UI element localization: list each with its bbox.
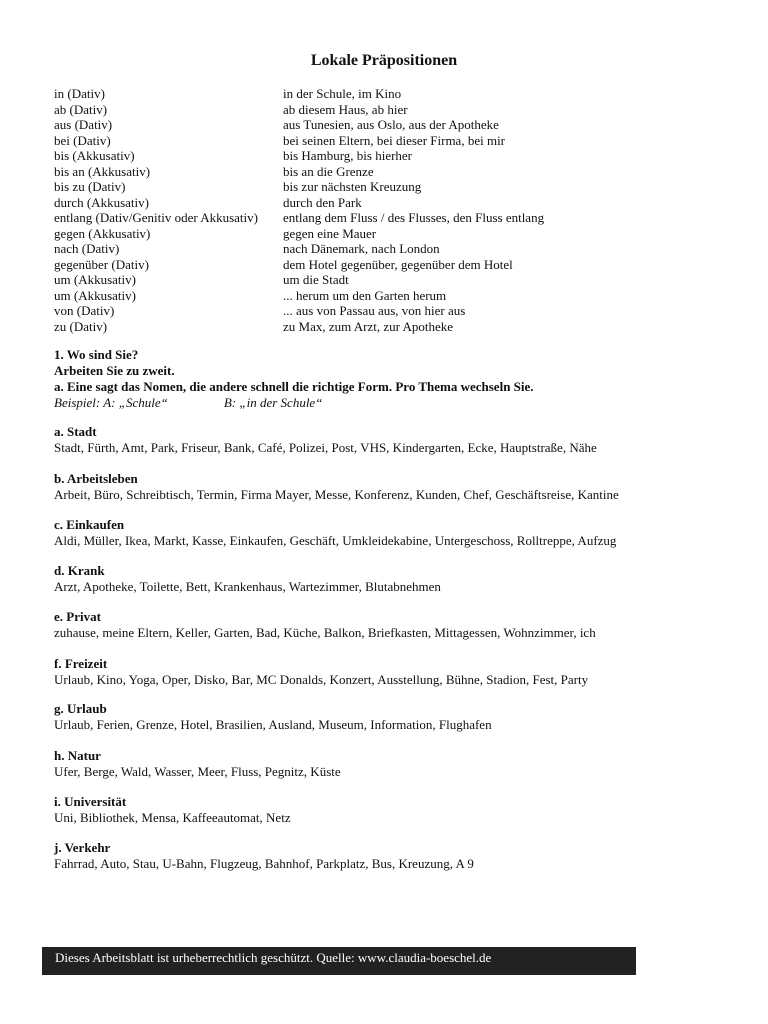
preposition-example: bis zur nächsten Kreuzung bbox=[283, 179, 422, 194]
preposition-label: durch (Akkusativ) bbox=[54, 194, 149, 210]
exercise-instructions bbox=[54, 347, 734, 411]
topic-title: g. Urlaub bbox=[54, 701, 107, 716]
preposition-example: aus Tunesien, aus Oslo, aus der Apotheke bbox=[283, 117, 499, 132]
preposition-example: dem Hotel gegenüber, gegenüber dem Hotel bbox=[283, 256, 513, 272]
example-a: Beispiel: A: „Schule“ bbox=[54, 395, 168, 410]
exercise-instruction: Arbeiten Sie zu zweit. bbox=[54, 363, 175, 378]
page-title: Lokale Präpositionen bbox=[310, 52, 458, 69]
exercise-instruction: a. Eine sagt das Nomen, die andere schnell die richtige Form. Pro Thema wechseln Sie. bbox=[54, 379, 534, 394]
topic-title: d. Krank bbox=[54, 563, 105, 578]
topic-title: h. Natur bbox=[54, 748, 101, 763]
topic-title: a. Stadt bbox=[54, 424, 97, 439]
preposition-row bbox=[54, 164, 614, 180]
preposition-row bbox=[54, 303, 614, 319]
preposition-label: ab (Dativ) bbox=[54, 101, 108, 117]
preposition-label: bei (Dativ) bbox=[54, 132, 111, 148]
preposition-row bbox=[54, 117, 614, 133]
topic-section bbox=[54, 794, 291, 826]
preposition-row bbox=[54, 179, 614, 195]
preposition-row bbox=[54, 148, 614, 164]
topic-words: Urlaub, Ferien, Grenze, Hotel, Brasilien, Ausland, Museum, Information, Flughafen bbox=[54, 717, 492, 732]
preposition-row bbox=[54, 319, 614, 335]
topic-section bbox=[54, 701, 492, 733]
preposition-example: ... aus von Passau aus, von hier aus bbox=[283, 303, 466, 318]
preposition-example: um die Stadt bbox=[283, 272, 349, 287]
preposition-example: gegen eine Mauer bbox=[283, 225, 377, 241]
topic-title: j. Verkehr bbox=[54, 840, 111, 855]
preposition-example: durch den Park bbox=[283, 194, 362, 210]
preposition-example: ... herum um den Garten herum bbox=[283, 287, 447, 303]
preposition-label: nach (Dativ) bbox=[54, 241, 120, 256]
topic-words: zuhause, meine Eltern, Keller, Garten, Bad, Küche, Balkon, Briefkasten, Mittagessen, Wohnzimmer, ich bbox=[54, 625, 596, 640]
preposition-example: entlang dem Fluss / des Flusses, den Fluss entlang bbox=[283, 210, 545, 225]
preposition-list bbox=[54, 86, 614, 334]
topic-title: e. Privat bbox=[54, 609, 101, 624]
preposition-row bbox=[54, 272, 614, 288]
topic-title: i. Universität bbox=[54, 794, 127, 809]
preposition-example: nach Dänemark, nach London bbox=[283, 241, 440, 256]
topic-words: Fahrrad, Auto, Stau, U-Bahn, Flugzeug, Bahnhof, Parkplatz, Bus, Kreuzung, A 9 bbox=[54, 856, 474, 871]
example-b: B: „in der Schule“ bbox=[223, 395, 323, 410]
preposition-row bbox=[54, 226, 614, 242]
topic-words: Stadt, Fürth, Amt, Park, Friseur, Bank, Café, Polizei, Post, VHS, Kindergarten, Ecke, Hauptstraße, Nähe bbox=[54, 440, 597, 455]
preposition-label: bis (Akkusativ) bbox=[54, 148, 135, 163]
preposition-row bbox=[54, 241, 614, 257]
topic-title: c. Einkaufen bbox=[54, 517, 125, 532]
topic-words: Urlaub, Kino, Yoga, Oper, Disko, Bar, MC Donalds, Konzert, Ausstellung, Bühne, Stadion, Fest, Party bbox=[54, 672, 589, 687]
topic-words: Arbeit, Büro, Schreibtisch, Termin, Firma Mayer, Messe, Konferenz, Kunden, Chef, Geschäftsreise, Kantine bbox=[54, 487, 619, 502]
topic-words: Uni, Bibliothek, Mensa, Kaffeeautomat, Netz bbox=[54, 810, 291, 825]
preposition-row bbox=[54, 195, 614, 211]
topic-section bbox=[54, 609, 596, 641]
preposition-label: entlang (Dativ/Genitiv oder Akkusativ) bbox=[54, 210, 258, 225]
preposition-example: in der Schule, im Kino bbox=[283, 86, 402, 101]
preposition-example: bis an die Grenze bbox=[283, 163, 374, 179]
preposition-label: bis an (Akkusativ) bbox=[54, 163, 151, 179]
preposition-label: zu (Dativ) bbox=[54, 318, 108, 334]
preposition-label: um (Akkusativ) bbox=[54, 272, 136, 287]
preposition-row bbox=[54, 288, 614, 304]
copyright-footer: Dieses Arbeitsblatt ist urheberrechtlich geschützt. Quelle: www.claudia-boeschel.de bbox=[42, 947, 636, 975]
preposition-row bbox=[54, 133, 614, 149]
preposition-label: gegen (Akkusativ) bbox=[54, 225, 151, 241]
topic-section bbox=[54, 656, 588, 688]
preposition-label: in (Dativ) bbox=[54, 86, 105, 101]
exercise-example bbox=[54, 395, 734, 411]
preposition-example: bei seinen Eltern, bei dieser Firma, bei mir bbox=[283, 132, 506, 148]
topic-words: Ufer, Berge, Wald, Wasser, Meer, Fluss, Pegnitz, Küste bbox=[54, 764, 341, 779]
topic-section bbox=[54, 563, 441, 595]
topic-title: b. Arbeitsleben bbox=[54, 471, 138, 486]
topic-title: f. Freizeit bbox=[54, 656, 108, 671]
preposition-row bbox=[54, 257, 614, 273]
preposition-label: um (Akkusativ) bbox=[54, 287, 136, 303]
preposition-example: bis Hamburg, bis hierher bbox=[283, 148, 413, 163]
topic-words: Aldi, Müller, Ikea, Markt, Kasse, Einkaufen, Geschäft, Umkleidekabine, Untergeschoss, Rolltreppe, Aufzug bbox=[54, 533, 617, 548]
topic-section bbox=[54, 517, 616, 549]
topic-section bbox=[54, 748, 341, 780]
preposition-row bbox=[54, 102, 614, 118]
preposition-row bbox=[54, 210, 614, 226]
topic-section bbox=[54, 840, 474, 872]
topic-section bbox=[54, 424, 597, 456]
preposition-row bbox=[54, 86, 614, 102]
topic-section bbox=[54, 471, 619, 503]
topic-words: Arzt, Apotheke, Toilette, Bett, Krankenhaus, Wartezimmer, Blutabnehmen bbox=[54, 579, 441, 594]
preposition-label: gegenüber (Dativ) bbox=[54, 256, 149, 272]
preposition-example: zu Max, zum Arzt, zur Apotheke bbox=[283, 318, 454, 334]
preposition-label: aus (Dativ) bbox=[54, 117, 113, 132]
preposition-label: von (Dativ) bbox=[54, 303, 115, 318]
preposition-label: bis zu (Dativ) bbox=[54, 179, 126, 194]
preposition-example: ab diesem Haus, ab hier bbox=[283, 101, 408, 117]
exercise-heading: 1. Wo sind Sie? bbox=[54, 347, 139, 362]
